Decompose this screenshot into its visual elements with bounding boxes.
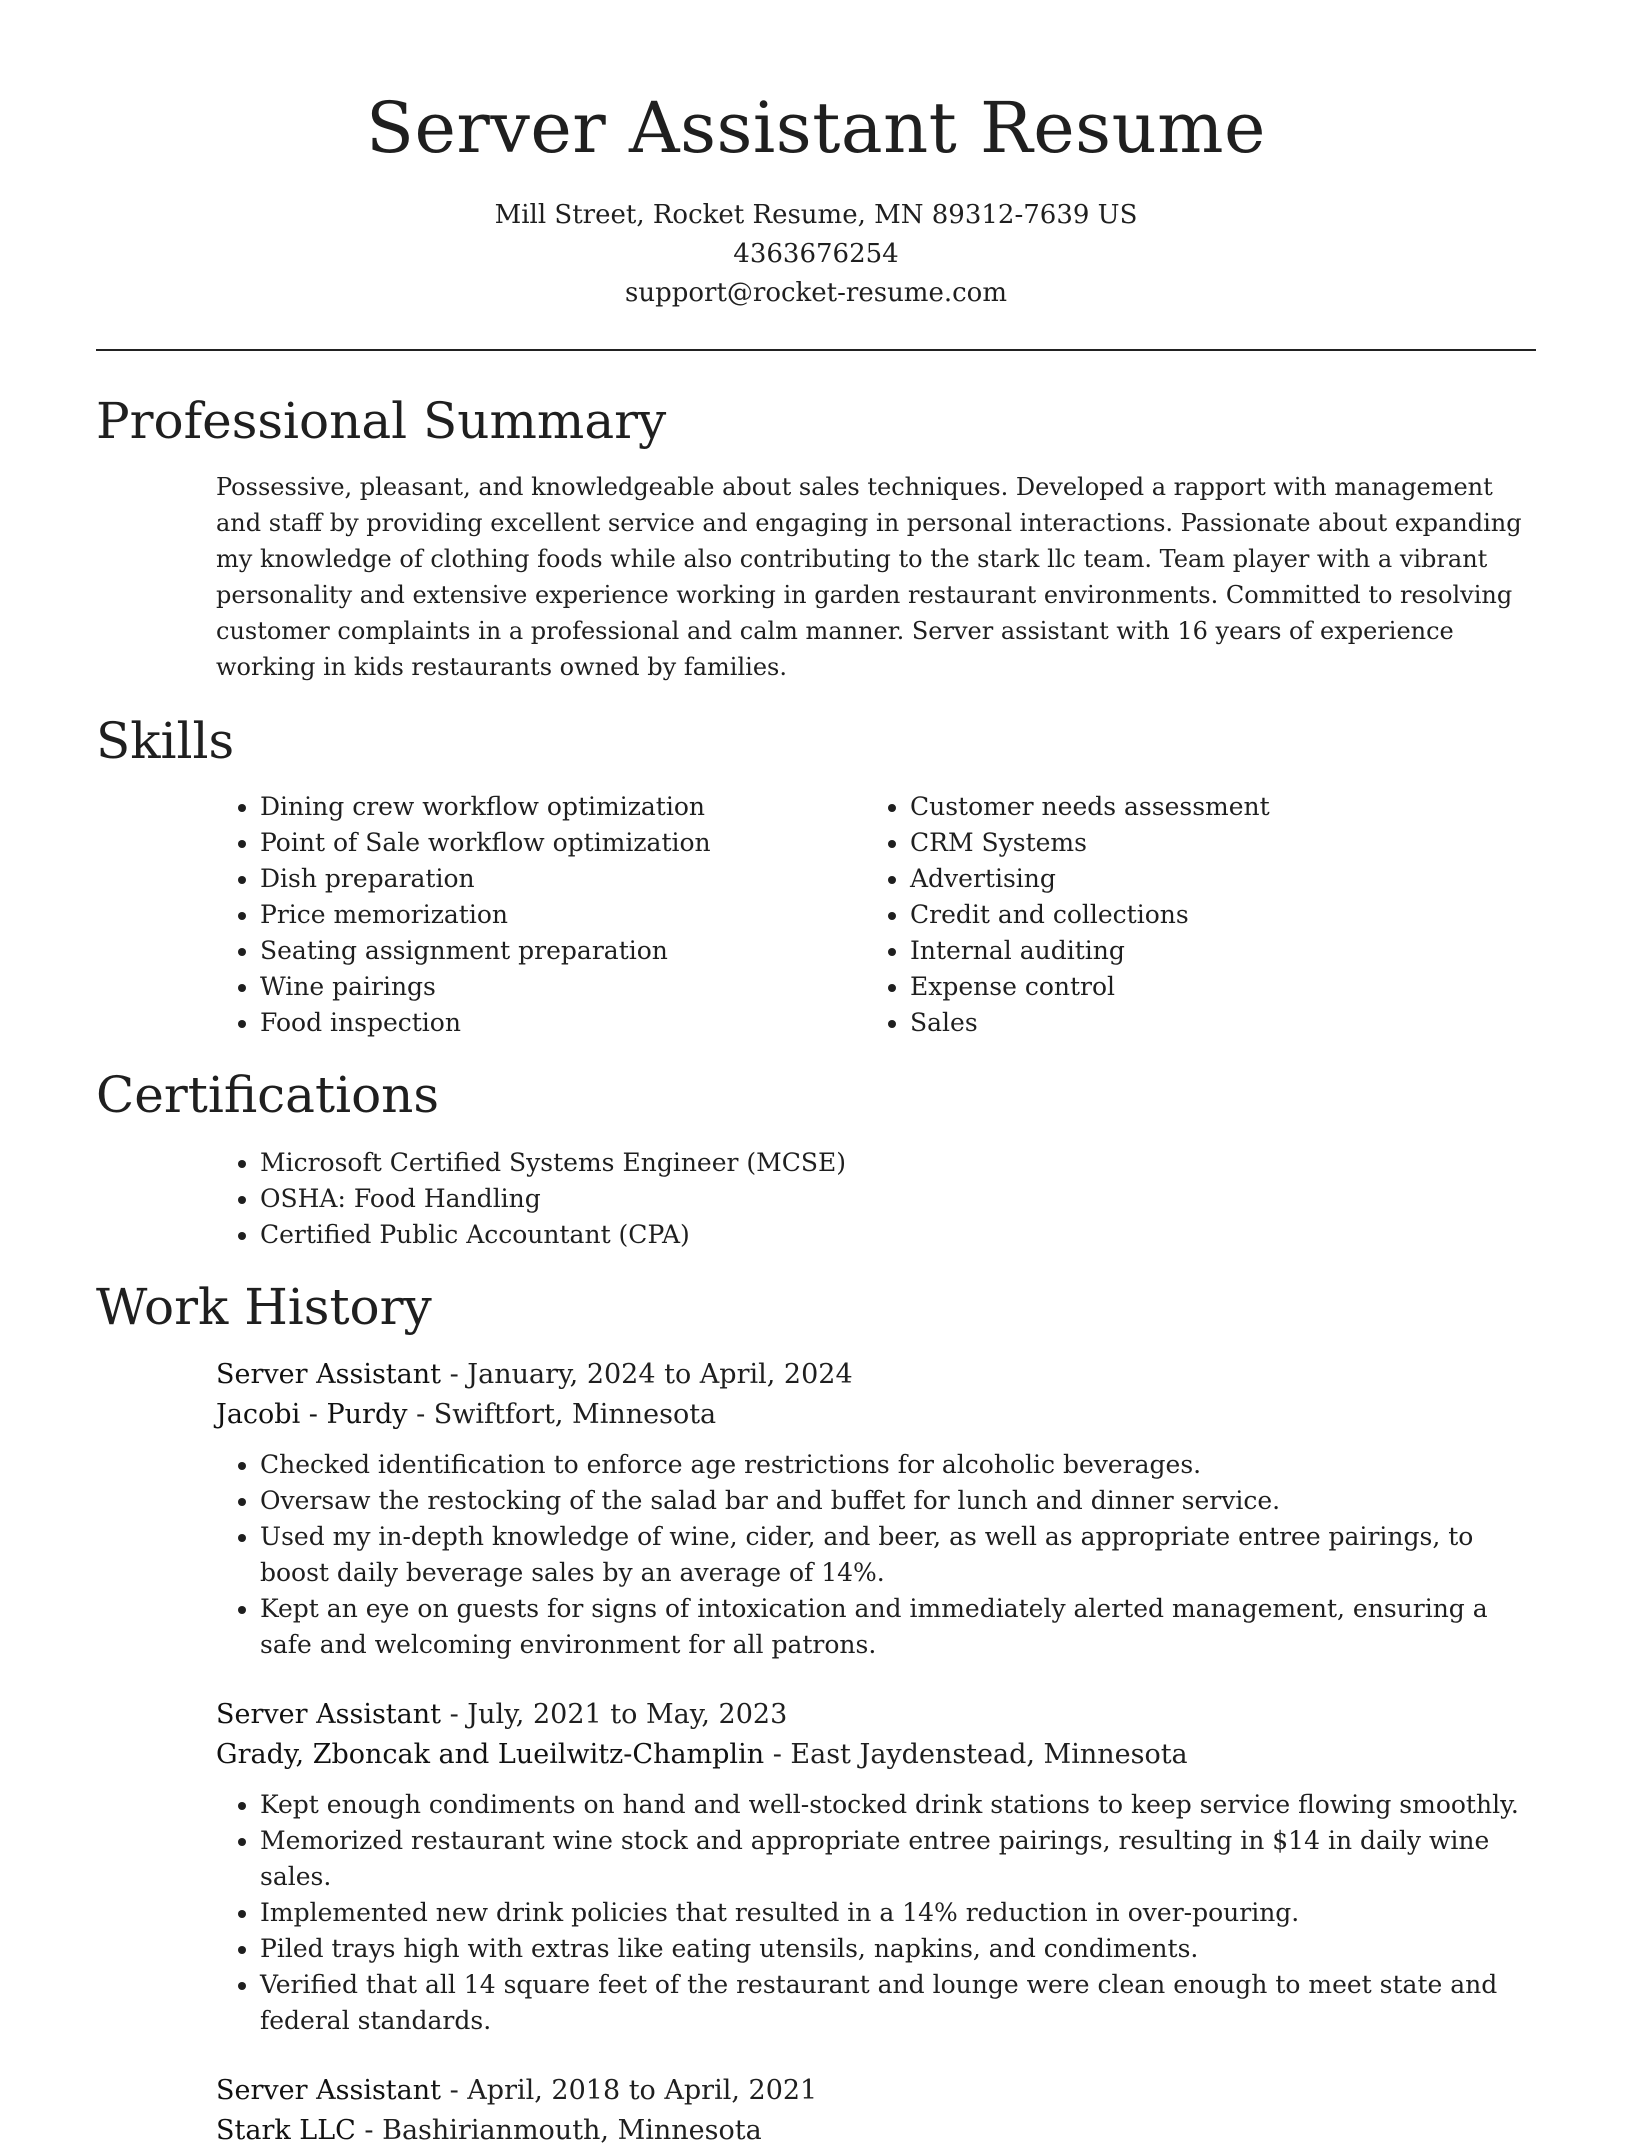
skill-item: • Advertising [910, 861, 1516, 897]
skills-heading: Skills [96, 712, 235, 770]
job-location: - East Jaydenstead, Minnesota [764, 1739, 1188, 1770]
job-company-line [216, 2111, 1536, 2151]
work-history-heading: Work History [96, 1278, 432, 1336]
job-title: Server Assistant [216, 1699, 441, 1730]
summary-heading: Professional Summary [96, 392, 667, 450]
job-title: Server Assistant [216, 2075, 441, 2106]
job-company: Jacobi - Purdy [216, 1399, 408, 1430]
job-bullets [216, 1787, 1536, 2039]
job-location: - Bashirianmouth, Minnesota [355, 2115, 762, 2146]
skill-item: • Customer needs assessment [910, 789, 1516, 825]
skills-section [96, 711, 1536, 1041]
job-dates: - April, 2018 to April, 2021 [441, 2075, 818, 2106]
summary-text: Possessive, pleasant, and knowledgeable about sales techniques. Developed a rapport with management and staff by providing excellent service and engaging in personal interactions. Passionate about expanding my knowledge of clothing foods while also contributing to the stark llc team. Team player with a vibrant personality and extensive experience working in garden restaurant environments. Committed to resolving customer complaints in a professional and calm manner. Server assistant with 16 years of experience working in kids restaurants owned by families. [216, 473, 1522, 681]
resume-header [96, 0, 1536, 313]
skill-item: • Seating assignment preparation [260, 933, 866, 969]
skills-list-right [866, 789, 1516, 1041]
summary-section [96, 391, 1536, 685]
email-text: support@rocket-resume.com [624, 278, 1007, 308]
job-bullet: • Oversaw the restocking of the salad bar and buffet for lunch and dinner service. [260, 1483, 1536, 1519]
job-bullets [216, 1447, 1536, 1663]
phone-text: 4363676254 [733, 239, 899, 269]
job-entry [216, 1355, 1536, 1663]
certifications-section [96, 1065, 1536, 1253]
skill-item: • Expense control [910, 969, 1516, 1005]
job-entry [216, 2071, 1536, 2151]
skills-columns [216, 789, 1536, 1041]
skill-item: • Wine pairings [260, 969, 866, 1005]
job-bullet: • Kept an eye on guests for signs of intoxication and immediately alerted management, ensuring a safe and welcoming environment for all patrons. [260, 1591, 1536, 1663]
job-bullet: • Used my in-depth knowledge of wine, cider, and beer, as well as appropriate entree pairings, to boost daily beverage sales by an average of 14%. [260, 1519, 1536, 1591]
job-bullet: • Kept enough condiments on hand and well-stocked drink stations to keep service flowing smoothly. [260, 1787, 1536, 1823]
job-company-line [216, 1735, 1536, 1775]
job-bullet: • Piled trays high with extras like eating utensils, napkins, and condiments. [260, 1931, 1536, 1967]
job-title-line [216, 1695, 1536, 1735]
header-divider [96, 349, 1536, 351]
job-company: Grady, Zboncak and Lueilwitz-Champlin [216, 1739, 765, 1770]
skills-list-left [216, 789, 866, 1041]
job-bullet: • Implemented new drink policies that resulted in a 14% reduction in over-pouring. [260, 1895, 1536, 1931]
certifications-heading: Certifications [96, 1066, 440, 1124]
job-dates: - July, 2021 to May, 2023 [441, 1699, 788, 1730]
job-bullet: • Verified that all 14 square feet of the restaurant and lounge were clean enough to meet state and federal standards. [260, 1967, 1536, 2039]
job-title-line [216, 2071, 1536, 2111]
skill-item: • Point of Sale workflow optimization [260, 825, 866, 861]
job-company-line [216, 1395, 1536, 1435]
resume-title: Server Assistant Resume [365, 87, 1266, 169]
job-location: - Swiftfort, Minnesota [407, 1399, 717, 1430]
skill-item: • Dish preparation [260, 861, 866, 897]
job-title: Server Assistant [216, 1359, 441, 1390]
job-bullet: • Checked identification to enforce age restrictions for alcoholic beverages. [260, 1447, 1536, 1483]
skill-item: • Sales [910, 1005, 1516, 1041]
contact-info [96, 196, 1536, 313]
job-bullet: • Memorized restaurant wine stock and appropriate entree pairings, resulting in $14 in daily wine sales. [260, 1823, 1536, 1895]
work-history-section [96, 1277, 1536, 2151]
job-dates: - January, 2024 to April, 2024 [441, 1359, 853, 1390]
job-entry [216, 1695, 1536, 2039]
skill-item: • Food inspection [260, 1005, 866, 1041]
certifications-list [216, 1145, 1536, 1253]
skill-item: • Credit and collections [910, 897, 1516, 933]
job-company: Stark LLC [216, 2115, 356, 2146]
skill-item: • Internal auditing [910, 933, 1516, 969]
address-text: Mill Street, Rocket Resume, MN 89312-7639 US [494, 200, 1138, 230]
certification-item: • Microsoft Certified Systems Engineer (MCSE) [260, 1145, 1536, 1181]
certification-item: • Certified Public Accountant (CPA) [260, 1217, 1536, 1253]
certification-item: • OSHA: Food Handling [260, 1181, 1536, 1217]
skill-item: • Dining crew workflow optimization [260, 789, 866, 825]
skill-item: • CRM Systems [910, 825, 1516, 861]
job-title-line [216, 1355, 1536, 1395]
skill-item: • Price memorization [260, 897, 866, 933]
